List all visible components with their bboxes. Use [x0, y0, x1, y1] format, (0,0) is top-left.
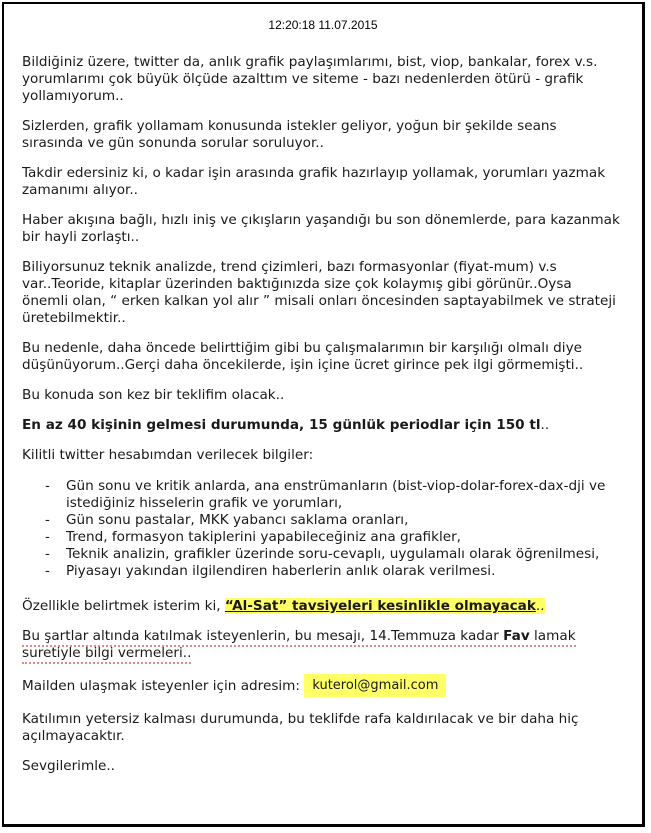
paragraph-3: Takdir edersiniz ki, o kadar işin arasında grafik hazırlayıp yollamak, yorumları yazmak zamanımı alıyor..	[22, 165, 606, 198]
offer-bold-text: En az 40 kişinin gelmesi durumunda, 15 günlük periodlar için 150 tl	[22, 417, 541, 433]
list-item: - Trend, formasyon takiplerini yapabileceğiniz ana grafikler,	[22, 529, 622, 546]
fav-bold: Fav	[503, 628, 530, 644]
closing-paragraph: Katılımın yetersiz kalması durumunda, bu teklifde rafa kaldırılacak ve bir daha hiç açılmayacaktır.	[22, 711, 579, 744]
offer-tail: ..	[540, 417, 550, 433]
warning-line	[22, 598, 622, 615]
warning-suffix: ..	[535, 598, 545, 614]
fav-prefix: Bu şartlar altında katılmak isteyenlerin, bu mesajı, 14.Temmuza kadar	[22, 628, 504, 644]
list-item: - Gün sonu ve kritik anlarda, ana enstrümanların (bist-viop-dolar-forex-dax-dji ve istediğiniz hisselerin grafik ve yorumları,	[22, 478, 622, 512]
paragraph-7: Bu konuda son kez bir teklifim olacak..	[22, 387, 285, 403]
paragraph-4: Haber akışına bağlı, hızlı iniş ve çıkışların yaşandığı bu son dönemlerde, para kazanmak bir hayli zorlaştı..	[22, 212, 620, 245]
warning-highlight: “Al-Sat” tavsiyeleri kesinlikle olmayacak	[224, 598, 536, 614]
mail-line	[22, 675, 622, 698]
document-frame	[2, 2, 645, 827]
paragraph-1: Bildiğiniz üzere, twitter da, anlık grafik paylaşımlarımı, bist, viop, bankalar, forex v.s. yorumlarımı çok büyük ölçüde azalttım ve siteme - bazı nedenlerden ötürü - grafik yollamıyorum..	[22, 54, 598, 104]
fav-suffix: lamak suretiyle bilgi vermeleri..	[22, 628, 576, 661]
paragraph-2: Sizlerden, grafik yollamam konusunda istekler geliyor, yoğun bir şekilde seans sırasında ve gün sonunda sorular soruluyor..	[22, 118, 557, 151]
fav-text	[22, 628, 576, 664]
signature: Sevgilerimle..	[22, 758, 115, 774]
paragraph-5: Biliyorsunuz teknik analizde, trend çizimleri, bazı formasyonlar (fiyat-mum) v.s var..Teoride, kitaplar üzerinden baktığınızda size çok kolaymış gibi görünür..Oysa önemli olan, “ erken kalkan yol alır ” misali onları öncesinden saptayabilmek ve strateji üretebilmektir..	[22, 259, 616, 326]
list-intro: Kilitli twitter hesabımdan verilecek bilgiler:	[22, 447, 314, 463]
offer-line	[22, 417, 622, 434]
fav-instructions	[22, 628, 622, 662]
email-address[interactable]: kuterol@gmail.com	[304, 674, 446, 697]
list-item: - Gün sonu pastalar, MKK yabancı saklama oranları,	[22, 512, 622, 529]
list-item: - Piyasayı yakından ilgilendiren haberlerin anlık olarak verilmesi.	[22, 563, 622, 580]
timestamp-header: 12:20:18 11.07.2015	[268, 18, 378, 32]
info-list	[22, 478, 622, 580]
list-item: - Teknik analizin, grafikler üzerinde soru-cevaplı, uygulamalı olarak öğrenilmesi,	[22, 546, 622, 563]
paragraph-6: Bu nedenle, daha öncede belirttiğim gibi bu çalışmalarımın bir karşılığı olmalı diye düşünüyorum..Gerçi daha öncekilerde, işin içine ücret girince pek ilgi görmemişti..	[22, 340, 584, 373]
warning-prefix: Özellikle belirtmek isterim ki,	[22, 598, 225, 614]
document-body	[22, 54, 622, 788]
mail-prefix: Mailden ulaşmak isteyenler için adresim:	[22, 678, 305, 694]
